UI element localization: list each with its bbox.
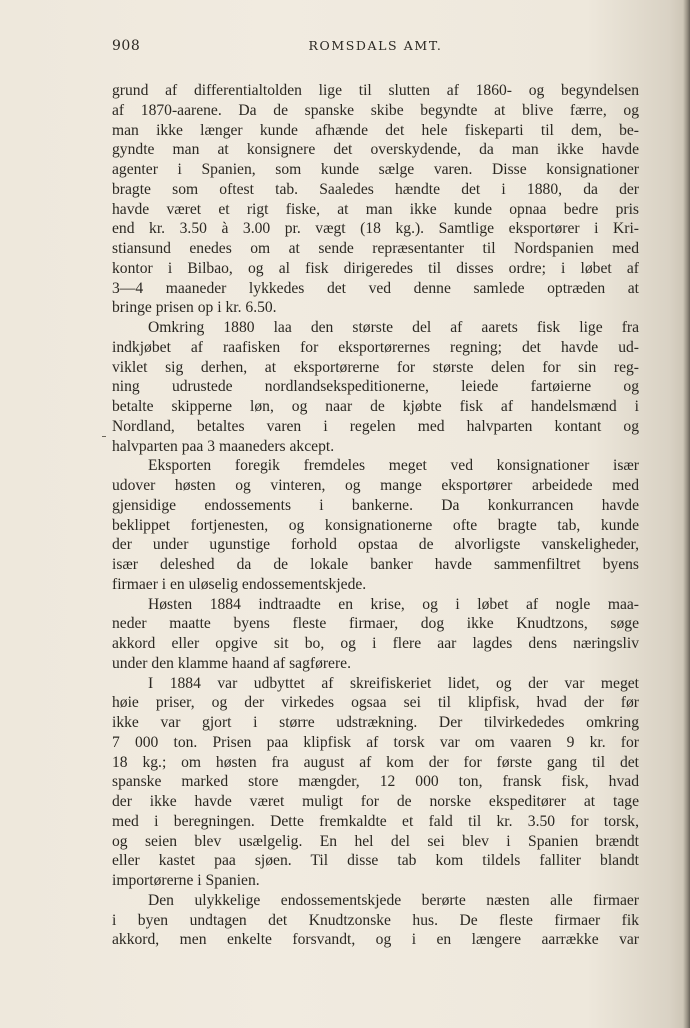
text-line: I 1884 var udbyttet af skreifiskeriet lidet, og der var meget	[148, 674, 639, 692]
text-line: halvparten paa 3 maaneders akcept.	[112, 437, 335, 455]
text-line: 18 kg.; om høsten fra august af kom der for første gang til det	[112, 753, 639, 771]
text-line: kontor i Bilbao, og al fisk dirigeredes til disses ordre; i løbet af	[112, 259, 639, 277]
text-line: firmaer i en uløselig endossementskjede.	[112, 575, 367, 593]
text-line: med i beregningen. Dette fremkaldte et fald til kr. 3.50 for torsk,	[112, 812, 639, 830]
body-text	[112, 81, 639, 950]
page-number: 908	[112, 38, 141, 54]
text-line: udover høsten og vinteren, og mange eksportører arbeidede med	[112, 477, 639, 494]
paragraph	[112, 674, 639, 891]
text-line: og seien blev usælgelig. En hel del sei blev i Spanien brændt	[112, 832, 639, 850]
text-line: især deleshed da de lokale banker havde sammenfiltret byens	[112, 556, 639, 573]
paragraph	[112, 595, 639, 674]
text-line: Omkring 1880 laa den største del af aarets fisk lige fra	[148, 319, 639, 336]
text-line: ning udrustede nordlandsekspeditionerne, leiede fartøierne og	[112, 378, 639, 396]
text-line: gjensidige endossements i bankerne. Da konkurrancen havde	[112, 496, 639, 514]
text-line: Høsten 1884 indtraadte en krise, og i løbet af nogle maa-	[148, 595, 639, 613]
paragraph	[112, 891, 639, 950]
page-header	[112, 38, 639, 60]
text-line: Den ulykkelige endossementskjede berørte næsten alle firmaer	[148, 891, 639, 909]
text-line: ikke var gjort i større udstrækning. Der tilvirkededes omkring	[112, 714, 639, 731]
text-line: viklet sig derhen, at eksportørerne for største delen for sin reg-	[112, 358, 639, 376]
text-line: 7 000 ton. Prisen paa klipfisk af torsk var om vaaren 9 kr. for	[112, 733, 639, 751]
text-line: akkord eller opgive sit bo, og i flere aar lagdes dens næringsliv	[112, 635, 639, 652]
text-line: end kr. 3.50 à 3.00 pr. vægt (18 kg.). Samtlige eksportører i Kri-	[112, 220, 639, 238]
text-line: indkjøbet af raafisken for eksportørernes regning; det havde ud-	[112, 338, 639, 356]
text-line: beklippet fortjenesten, og konsignationerne ofte bragte tab, kunde	[112, 516, 639, 534]
text-line: høie priser, og der virkedes ogsaa sei til klipfisk, hvad der før	[112, 694, 639, 712]
margin-mark	[102, 436, 106, 437]
text-line: bringe prisen op i kr. 6.50.	[112, 299, 277, 317]
text-line: havde været et rigt fiske, at man ikke kunde opnaa bedre pris	[112, 200, 639, 218]
page-edge-shadow	[683, 0, 690, 1028]
text-line: neder maatte byens fleste firmaer, dog ikke Knudtzons, søge	[112, 615, 639, 633]
text-line: der ikke havde været muligt for de norske ekspeditører at tage	[112, 793, 639, 810]
text-line: eller kastet paa sjøen. Til disse tab kom tildels falliter blandt	[112, 852, 639, 870]
text-line: spanske marked store mængder, 12 000 ton, fransk fisk, hvad	[112, 773, 639, 791]
text-line: der under ugunstige forhold opstaa de alvorligste vanskeligheder,	[112, 536, 639, 554]
text-line: af 1870-aarene. Da de spanske skibe begyndte at blive færre, og	[112, 101, 639, 119]
text-line: i byen undtagen det Knudtzonske hus. De fleste firmaer fik	[112, 911, 639, 929]
paragraph	[112, 456, 639, 594]
text-line: Nordland, betaltes varen i regelen med halvparten kontant og	[112, 417, 639, 435]
paragraph	[112, 318, 639, 456]
text-line: man ikke længer kunde afhænde det hele fiskeparti til dem, be-	[112, 121, 639, 139]
paragraph	[112, 81, 639, 318]
text-line: akkord, men enkelte forsvandt, og i en længere aarrække var	[112, 931, 639, 949]
text-line: importørerne i Spanien.	[112, 872, 260, 889]
text-line: stiansund enedes om at sende repræsentanter til Nordspanien med	[112, 240, 639, 257]
text-line: under den klamme haand af sagførere.	[112, 654, 351, 672]
text-line: bragte som oftest tab. Saaledes hændte det i 1880, da der	[112, 180, 639, 198]
text-line: Eksporten foregik fremdeles meget ved konsignationer især	[148, 457, 639, 475]
text-line: betalte skipperne løn, og naar de kjøbte fisk af handelsmænd i	[112, 398, 639, 415]
text-line: grund af differentialtolden lige til slutten af 1860- og begyndelsen	[112, 82, 639, 99]
running-title: ROMSDALS AMT.	[308, 38, 443, 53]
text-line: 3—4 maaneder lykkedes det ved denne samlede optræden at	[112, 279, 639, 297]
text-line: agenter i Spanien, som kunde sælge varen. Disse konsignationer	[112, 161, 639, 178]
text-line: gyndte man at konsignere det overskydende, da man ikke havde	[112, 141, 639, 159]
